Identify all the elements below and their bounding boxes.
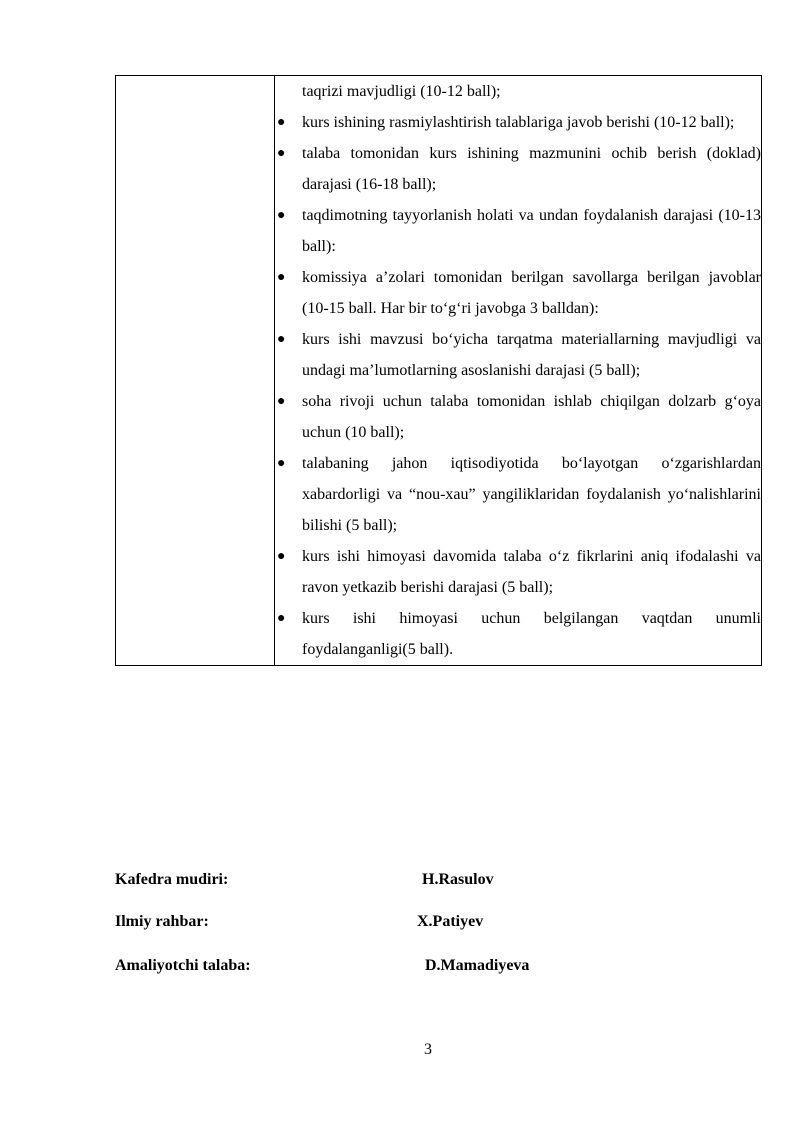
department-head-label: Kafedra mudiri: xyxy=(115,871,229,888)
criterion-text: komissiya a’zolari tomonidan berilgan savollarga berilgan javoblar (10-15 ball. Har bir to‘g‘ri javobga 3 balldan): xyxy=(302,269,761,317)
bullet-icon: ● xyxy=(277,549,286,564)
criterion-text: soha rivoji uchun talaba tomonidan ishlab chiqilgan dolzarb g‘oya uchun (10 ball); xyxy=(302,393,761,441)
list-item xyxy=(275,262,761,324)
supervisor-label: Ilmiy rahbar: xyxy=(115,913,209,930)
bullet-icon: ● xyxy=(277,115,286,130)
list-item xyxy=(275,541,761,603)
list-item xyxy=(275,603,761,665)
criterion-text: talabaning jahon iqtisodiyotida bo‘layotgan o‘zgarishlardan xabardorligi va “nou-xau” yangiliklaridan foydalanish yo‘nalishlarini bilishi (5 ball); xyxy=(302,455,761,534)
bullet-icon: ● xyxy=(277,456,286,471)
page-number: 3 xyxy=(424,1041,432,1058)
department-head-name: H.Rasulov xyxy=(422,871,494,888)
bullet-icon: ● xyxy=(277,208,286,223)
criterion-text: kurs ishi himoyasi uchun belgilangan vaqtdan unumli foydalanganligi(5 ball). xyxy=(302,610,761,658)
criterion-text: kurs ishining rasmiylashtirish talablariga javob berishi (10-12 ball); xyxy=(302,114,735,131)
criteria-list xyxy=(275,107,761,665)
criterion-text: talaba tomonidan kurs ishining mazmunini ochib berish (doklad) darajasi (16-18 ball); xyxy=(302,145,761,193)
bullet-icon: ● xyxy=(277,332,286,347)
student-label: Amaliyotchi talaba: xyxy=(115,957,251,974)
empty-left-cell xyxy=(116,76,275,666)
bullet-icon: ● xyxy=(277,146,286,161)
continued-criterion-text: taqrizi mavjudligi (10-12 ball); xyxy=(302,83,501,100)
criteria-cell xyxy=(275,76,762,666)
evaluation-criteria-table xyxy=(115,75,762,666)
bullet-icon: ● xyxy=(277,394,286,409)
list-item xyxy=(275,448,761,541)
criterion-text: kurs ishi himoyasi davomida talaba o‘z fikrlarini aniq ifodalashi va ravon yetkazib berishi darajasi (5 ball); xyxy=(302,548,761,596)
list-item xyxy=(275,107,761,138)
criterion-text: taqdimotning tayyorlanish holati va undan foydalanish darajasi (10-13 ball): xyxy=(302,207,761,255)
bullet-icon: ● xyxy=(277,270,286,285)
list-item xyxy=(275,200,761,262)
list-item xyxy=(275,386,761,448)
criterion-text: kurs ishi mavzusi bo‘yicha tarqatma materiallarning mavjudligi va undagi ma’lumotlarning asoslanishi darajasi (5 ball); xyxy=(302,331,761,379)
table-row xyxy=(116,76,762,666)
list-item xyxy=(275,138,761,200)
supervisor-name: X.Patiyev xyxy=(417,913,484,930)
student-name: D.Mamadiyeva xyxy=(425,957,530,974)
bullet-icon: ● xyxy=(277,611,286,626)
list-item xyxy=(275,324,761,386)
